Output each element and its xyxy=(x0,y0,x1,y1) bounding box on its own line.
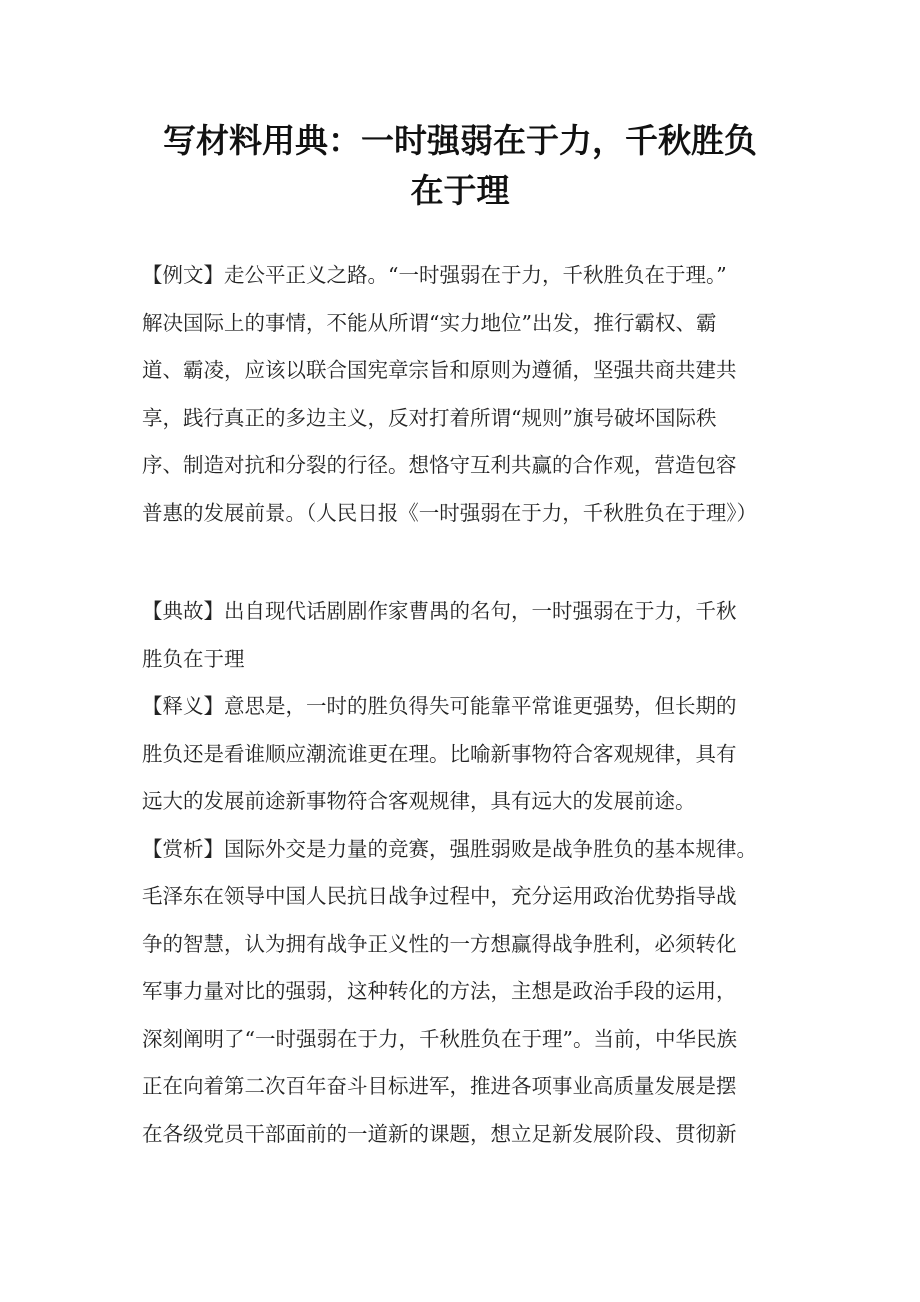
text-line: 深刻阐明了“一时强弱在于力，千秋胜负在于理”。当前，中华民族 xyxy=(142,1026,737,1051)
text-line: 道、霸凌，应该以联合国宪章宗旨和原则为遵循，坚强共商共建共 xyxy=(142,358,737,382)
title-line-2: 在于理 xyxy=(410,171,510,210)
text-line: 享，践行真正的多边主义，反对打着所谓“规则”旗号破坏国际秩 xyxy=(142,405,717,430)
text-line: 军事力量对比的强弱，这种转化的方法，主想是政治手段的运用， xyxy=(142,979,737,1003)
text-line: 争的智慧，认为拥有战争正义性的一方想赢得战争胜利，必须转化 xyxy=(142,931,737,956)
analysis-section xyxy=(142,588,782,1158)
text-line: 解决国际上的事情，不能从所谓“实力地位”出发，推行霸权、霸 xyxy=(142,310,717,335)
text-line: 远大的发展前途新事物符合客观规律，具有远大的发展前途。 xyxy=(142,789,696,813)
text-line: 在各级党员干部面前的一道新的课题，想立足新发展阶段、贯彻新 xyxy=(142,1121,737,1146)
document-title xyxy=(120,116,800,216)
title-line-1: 写材料用典：一时强弱在于力，千秋胜负 xyxy=(163,121,757,160)
example-paragraph xyxy=(142,252,782,537)
text-line: 【释义】意思是，一时的胜负得失可能靠平常谁更强势，但长期的 xyxy=(142,694,737,718)
text-line: 正在向着第二次百年奋斗目标进军，推进各项事业高质量发展是摆 xyxy=(142,1074,737,1098)
text-line: 胜负在于理 xyxy=(142,646,245,671)
text-line: 序、制造对抗和分裂的行径。想恪守互利共赢的合作观，营造包容 xyxy=(142,453,737,477)
text-line: 毛泽东在领导中国人民抗日战争过程中，充分运用政治优势指导战 xyxy=(142,884,737,908)
text-line: 【典故】出自现代话剧剧作家曹禺的名句，一时强弱在于力，千秋 xyxy=(142,599,737,623)
text-line: 普惠的发展前景。（人民日报《一时强弱在于力，千秋胜负在于理》） xyxy=(142,500,757,525)
text-line: 胜负还是看谁顺应潮流谁更在理。比喻新事物符合客观规律，具有 xyxy=(142,741,737,766)
text-line: 【赏析】国际外交是力量的竞赛，强胜弱败是战争胜负的基本规律。 xyxy=(142,836,757,861)
text-line: 【例文】走公平正义之路。“一时强弱在于力，千秋胜负在于理。” xyxy=(142,263,727,287)
